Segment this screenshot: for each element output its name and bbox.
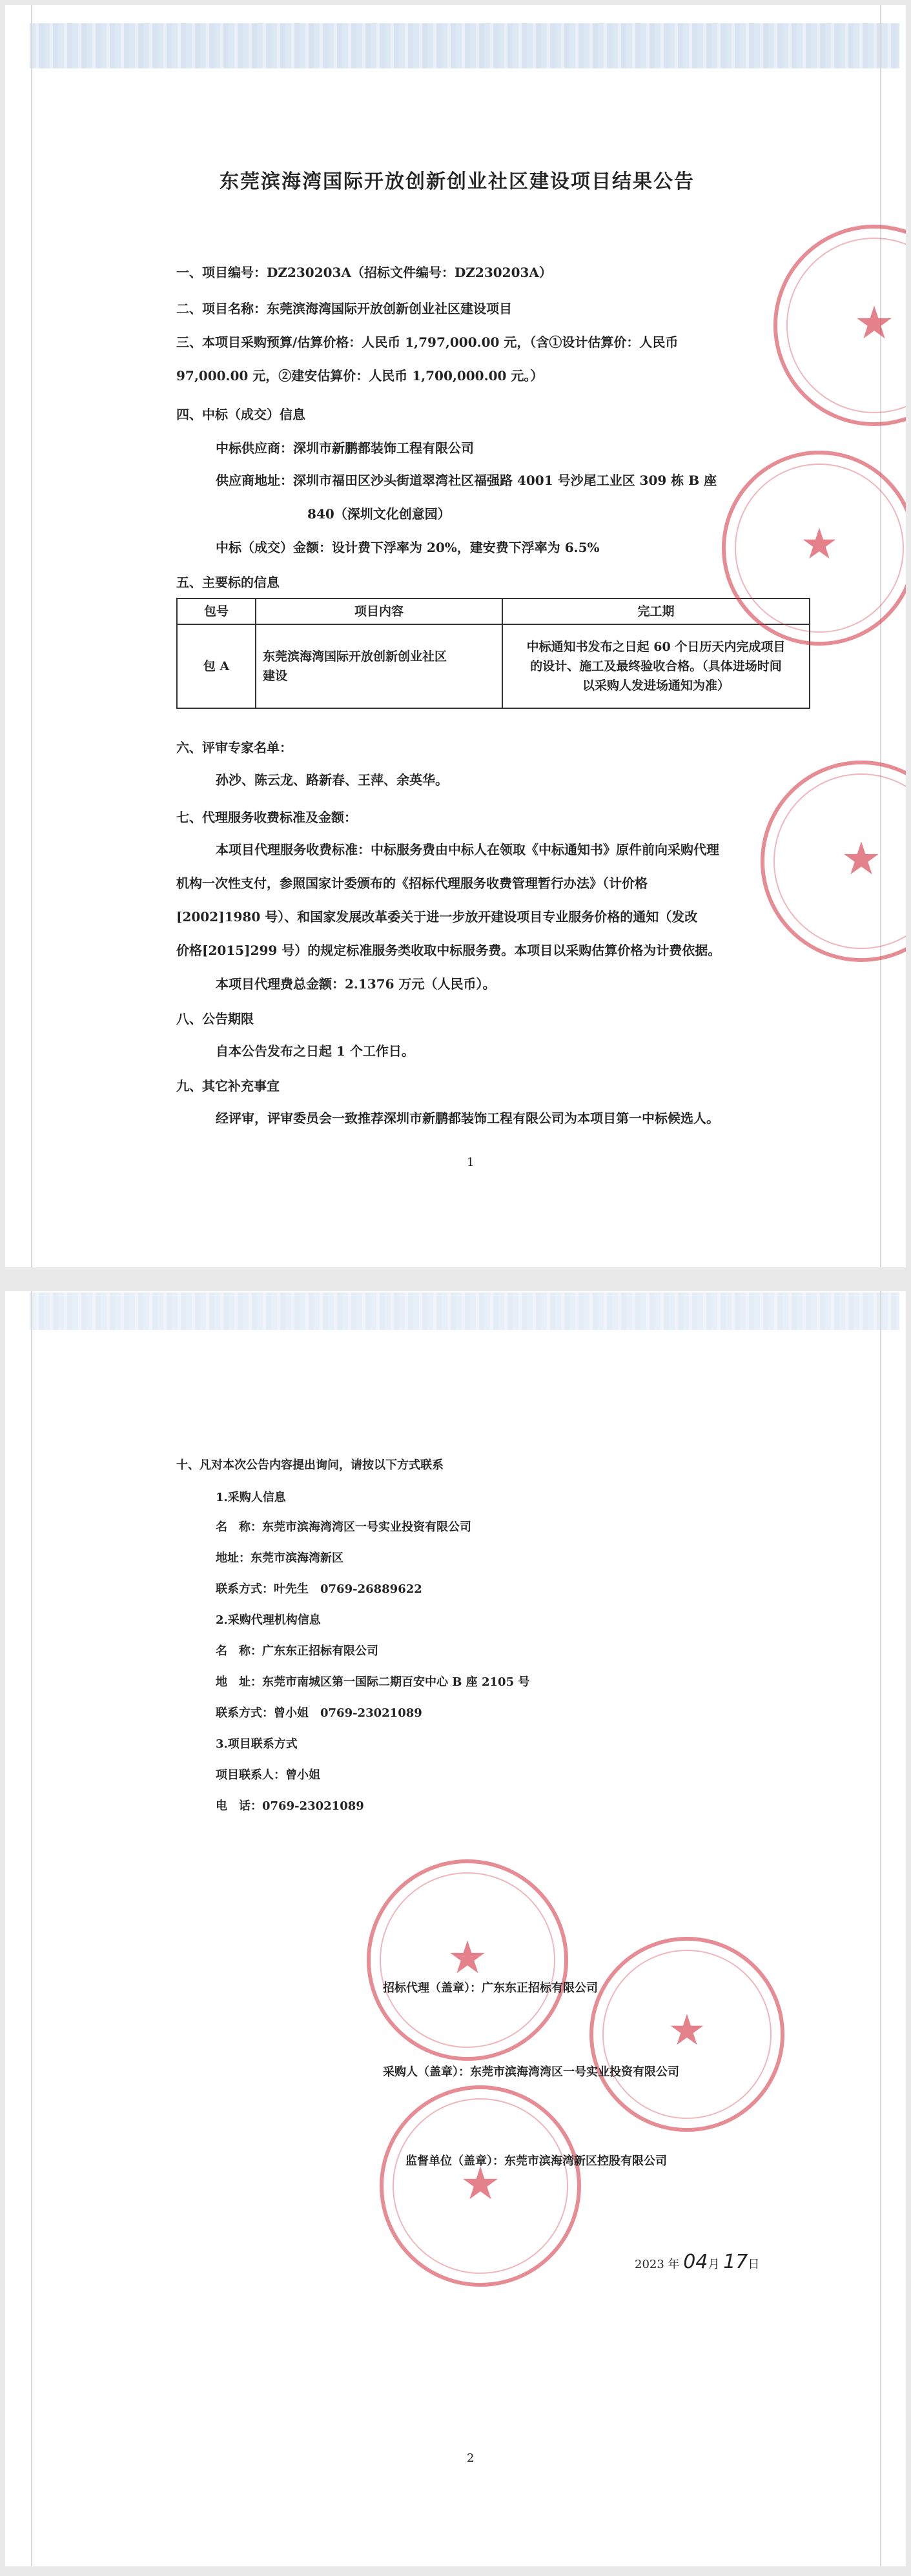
- section-project-number: 一、项目编号：DZ230203A（招标文件编号：DZ230203A）: [176, 265, 552, 280]
- supervisor-seal-stamp: ★: [380, 2085, 581, 2287]
- section-award-heading: 四、中标（成交）信息: [176, 407, 305, 422]
- period-line: 以采购人发进场通知为准）: [582, 679, 730, 693]
- agent-address: 地 址：东莞市南城区第一国际二期百安中心 B 座 2105 号: [216, 1675, 530, 1689]
- table-header-cell: 完工期: [502, 598, 810, 624]
- date-day-handwritten: 17: [723, 2251, 748, 2273]
- table-cell-content: [256, 624, 502, 708]
- subject-table: [176, 598, 810, 709]
- fee-paragraph-line: 价格[2015]299 号）的规定标准服务类收取中标服务费。本项目以采购估算价格为计费依据。: [176, 943, 721, 958]
- table-cell-period: [502, 624, 810, 708]
- agent-contact: 联系方式：曾小姐 0769-23021089: [216, 1706, 422, 1720]
- award-amount: 中标（成交）金额：设计费下浮率为 20%，建安费下浮率为 6.5%: [216, 540, 600, 555]
- fee-paragraph-line: 机构一次性支付，参照国家计委颁布的《招标代理服务收费管理暂行办法》（计价格: [176, 875, 648, 891]
- other-matters: 经评审，评审委员会一致推荐深圳市新鹏都装饰工程有限公司为本项目第一中标候选人。: [216, 1110, 719, 1126]
- page-title: 东莞滨海湾国际开放创新创业社区建设项目结果公告: [220, 170, 695, 193]
- content-line: 建设: [263, 669, 288, 683]
- date-month-handwritten: 04: [683, 2251, 708, 2273]
- table-row: [177, 624, 810, 708]
- date-day-unit: 日: [748, 2258, 760, 2271]
- agent-heading: 2.采购代理机构信息: [216, 1613, 321, 1627]
- document-page-1: [5, 5, 906, 1267]
- table-header-row: [177, 598, 810, 624]
- section-contact-heading: 十、凡对本次公告内容提出询问，请按以下方式联系: [176, 1458, 444, 1472]
- period-line: 中标通知书发布之日起 60 个日历天内完成项目: [526, 640, 786, 654]
- signature-supervisor: 监督单位（盖章）：东莞市滨海湾新区控股有限公司: [405, 2154, 667, 2168]
- section-project-name: 二、项目名称：东莞滨海湾国际开放创新创业社区建设项目: [176, 301, 512, 316]
- award-supplier-address: 供应商地址：深圳市福田区沙头街道翠湾社区福强路 4001 号沙尾工业区 309 栋 B 座: [216, 473, 717, 488]
- buyer-heading: 1.采购人信息: [216, 1491, 286, 1504]
- section-other-heading: 九、其它补充事宜: [176, 1078, 280, 1094]
- agent-seal-stamp: ★: [367, 1859, 568, 2061]
- buyer-name: 名 称：东莞市滨海湾湾区一号实业投资有限公司: [216, 1520, 471, 1534]
- company-seal-stamp: ★: [722, 451, 906, 646]
- signature-buyer: 采购人（盖章）：东莞市滨海湾湾区一号实业投资有限公司: [383, 2065, 679, 2079]
- document-page-2: [5, 1291, 906, 2566]
- buyer-seal-stamp: ★: [589, 1937, 784, 2132]
- date-month-unit: 月: [708, 2258, 720, 2271]
- scan-margin-line: [31, 5, 32, 1267]
- date-line: [635, 2253, 759, 2274]
- project-contact-phone: 电 话：0769-23021089: [216, 1799, 364, 1813]
- section-period-heading: 八、公告期限: [176, 1011, 254, 1027]
- section-fee-heading: 七、代理服务收费标准及金额：: [176, 810, 357, 825]
- fee-total: 本项目代理费总金额：2.1376 万元（人民币）。: [216, 976, 496, 992]
- agent-name: 名 称：广东东正招标有限公司: [216, 1644, 378, 1658]
- fee-paragraph-line: 本项目代理服务收费标准：中标服务费由中标人在领取《中标通知书》原件前向采购代理: [216, 842, 719, 857]
- page-number: 1: [467, 1156, 475, 1169]
- buyer-address: 地址：东莞市滨海湾新区: [216, 1551, 343, 1565]
- scan-header-band: [30, 23, 899, 68]
- project-contact-person: 项目联系人：曾小姐: [216, 1768, 320, 1782]
- page-number: 2: [467, 2451, 475, 2465]
- section-budget: 三、本项目采购预算/估算价格：人民币 1,797,000.00 元，（含①设计估算价：人民币: [176, 334, 679, 350]
- award-supplier-address-cont: 840（深圳文化创意园）: [307, 506, 451, 522]
- notice-period: 自本公告发布之日起 1 个工作日。: [216, 1043, 415, 1059]
- section-budget-cont: 97,000.00 元，②建安估算价：人民币 1,700,000.00 元。）: [176, 368, 544, 383]
- project-contact-heading: 3.项目联系方式: [216, 1737, 298, 1751]
- scan-margin-line: [880, 5, 881, 1267]
- buyer-contact: 联系方式：叶先生 0769-26889622: [216, 1582, 422, 1596]
- scan-header-band: [30, 1293, 899, 1330]
- scan-margin-line: [880, 1291, 881, 2566]
- content-line: 东莞滨海湾国际开放创新创业社区: [263, 649, 447, 664]
- table-header-cell: 包号: [177, 598, 256, 624]
- experts-list: 孙沙、陈云龙、路新春、王萍、余英华。: [216, 772, 448, 788]
- period-line: 的设计、施工及最终验收合格。（具体进场时间: [530, 659, 782, 673]
- scan-margin-line: [31, 1291, 32, 2566]
- company-seal-stamp: ★: [761, 761, 906, 962]
- section-experts-heading: 六、评审专家名单：: [176, 740, 292, 755]
- fee-paragraph-line: [2002]1980 号）、和国家发展改革委关于进一步放开建设项目专业服务价格的通知（发改: [176, 909, 698, 925]
- table-header-cell: 项目内容: [256, 598, 502, 624]
- date-year: 2023 年: [635, 2258, 680, 2271]
- signature-agent: 招标代理（盖章）：广东东正招标有限公司: [383, 1981, 598, 1995]
- award-supplier: 中标供应商：深圳市新鹏都装饰工程有限公司: [216, 440, 474, 456]
- company-seal-stamp: ★: [773, 225, 906, 426]
- section-subject-heading: 五、主要标的信息: [176, 575, 280, 590]
- table-cell-package: 包 A: [177, 624, 256, 708]
